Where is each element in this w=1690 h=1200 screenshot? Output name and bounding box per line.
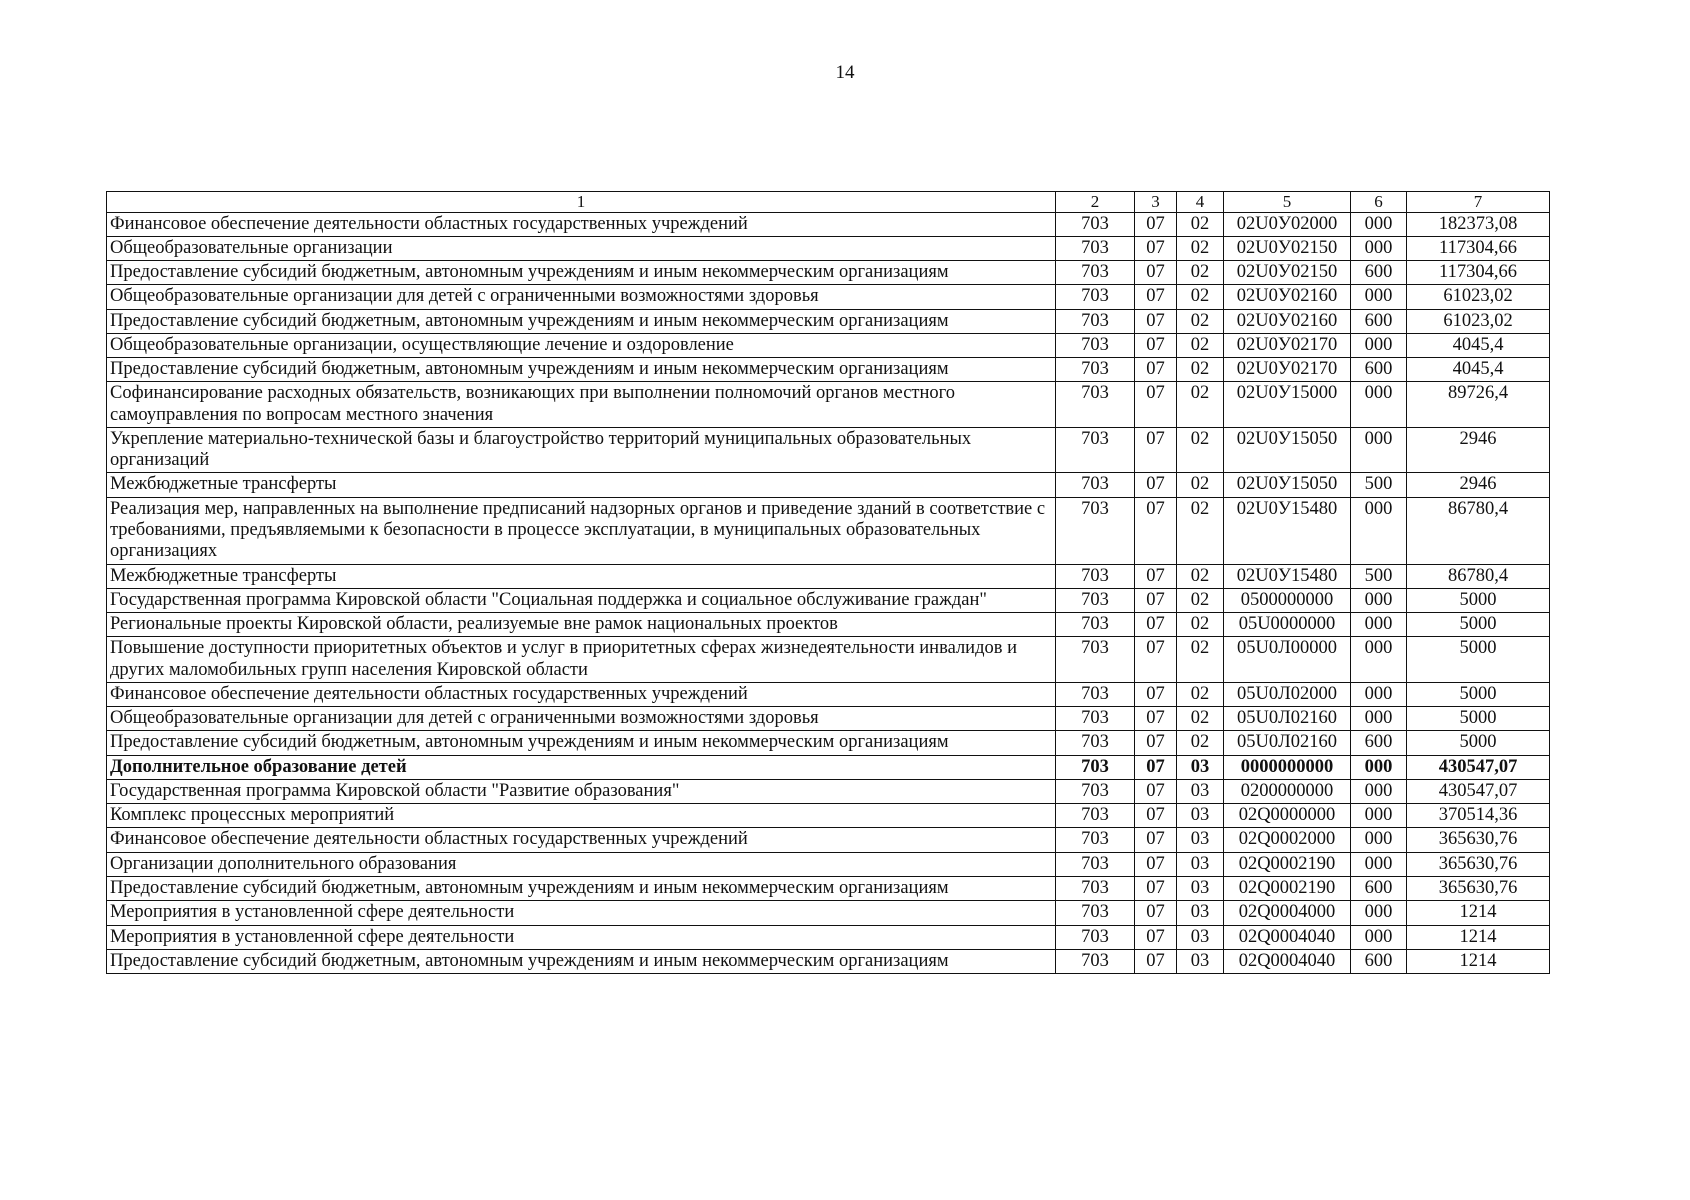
amount-cell: 430547,07	[1407, 755, 1550, 779]
amount-cell: 1214	[1407, 949, 1550, 973]
expense-type-cell: 000	[1351, 852, 1407, 876]
expense-type-cell: 600	[1351, 876, 1407, 900]
row-name-cell: Дополнительное образование детей	[107, 755, 1056, 779]
table-row	[107, 852, 1550, 876]
amount-cell: 5000	[1407, 613, 1550, 637]
target-article-cell: 02Q0004040	[1224, 949, 1351, 973]
row-name-cell: Межбюджетные трансферты	[107, 564, 1056, 588]
target-article-cell: 02U0У02150	[1224, 261, 1351, 285]
code-cell: 703	[1056, 261, 1135, 285]
subsection-cell: 02	[1177, 564, 1224, 588]
row-name-cell: Общеобразовательные организации для детей с ограниченными возможностями здоровья	[107, 707, 1056, 731]
section-cell: 07	[1135, 261, 1177, 285]
expense-type-cell: 000	[1351, 901, 1407, 925]
section-cell: 07	[1135, 309, 1177, 333]
row-name-cell: Мероприятия в установленной сфере деятельности	[107, 901, 1056, 925]
target-article-cell: 05U0Л02000	[1224, 682, 1351, 706]
table-row	[107, 497, 1550, 564]
subsection-cell: 02	[1177, 613, 1224, 637]
code-cell: 703	[1056, 382, 1135, 428]
target-article-cell: 02Q0004000	[1224, 901, 1351, 925]
amount-cell: 5000	[1407, 637, 1550, 683]
row-name-cell: Межбюджетные трансферты	[107, 473, 1056, 497]
section-cell: 07	[1135, 427, 1177, 473]
table-row	[107, 682, 1550, 706]
code-cell: 703	[1056, 755, 1135, 779]
subsection-cell: 03	[1177, 755, 1224, 779]
table-row	[107, 637, 1550, 683]
expense-type-cell: 000	[1351, 637, 1407, 683]
amount-cell: 370514,36	[1407, 804, 1550, 828]
subsection-cell: 02	[1177, 382, 1224, 428]
table-row	[107, 779, 1550, 803]
column-header: 4	[1177, 192, 1224, 213]
section-cell: 07	[1135, 779, 1177, 803]
row-name-cell: Государственная программа Кировской области "Социальная поддержка и социальное обслуживание граждан"	[107, 588, 1056, 612]
target-article-cell: 02U0У15480	[1224, 497, 1351, 564]
expense-type-cell: 000	[1351, 682, 1407, 706]
section-cell: 07	[1135, 852, 1177, 876]
subsection-cell: 02	[1177, 427, 1224, 473]
column-header: 3	[1135, 192, 1177, 213]
amount-cell: 5000	[1407, 588, 1550, 612]
table-row	[107, 382, 1550, 428]
row-name-cell: Финансовое обеспечение деятельности областных государственных учреждений	[107, 212, 1056, 236]
row-name-cell: Софинансирование расходных обязательств, возникающих при выполнении полномочий органов местного самоуправления по вопросам местного значения	[107, 382, 1056, 428]
target-article-cell: 02U0У02160	[1224, 309, 1351, 333]
table-row	[107, 427, 1550, 473]
expense-type-cell: 000	[1351, 707, 1407, 731]
row-name-cell: Реализация мер, направленных на выполнение предписаний надзорных органов и приведение зданий в соответствие с требованиями, предъявляемыми к безопасности в процессе эксплуатации, в муниципальных образовательных организациях	[107, 497, 1056, 564]
section-cell: 07	[1135, 755, 1177, 779]
expense-type-cell: 000	[1351, 382, 1407, 428]
subsection-cell: 02	[1177, 682, 1224, 706]
subsection-cell: 02	[1177, 212, 1224, 236]
table-row	[107, 588, 1550, 612]
expense-type-cell: 000	[1351, 497, 1407, 564]
section-cell: 07	[1135, 804, 1177, 828]
section-cell: 07	[1135, 901, 1177, 925]
row-name-cell: Комплекс процессных мероприятий	[107, 804, 1056, 828]
subsection-cell: 03	[1177, 828, 1224, 852]
table-row	[107, 212, 1550, 236]
expense-type-cell: 600	[1351, 261, 1407, 285]
target-article-cell: 02U0У02170	[1224, 333, 1351, 357]
row-name-cell: Предоставление субсидий бюджетным, автономным учреждениям и иным некоммерческим организациям	[107, 358, 1056, 382]
expense-type-cell: 000	[1351, 236, 1407, 260]
section-cell: 07	[1135, 637, 1177, 683]
amount-cell: 182373,08	[1407, 212, 1550, 236]
section-cell: 07	[1135, 564, 1177, 588]
code-cell: 703	[1056, 212, 1135, 236]
subsection-cell: 03	[1177, 925, 1224, 949]
amount-cell: 365630,76	[1407, 852, 1550, 876]
row-name-cell: Укрепление материально-технической базы и благоустройство территорий муниципальных образовательных организаций	[107, 427, 1056, 473]
table-row	[107, 901, 1550, 925]
table-header-row	[107, 192, 1550, 213]
amount-cell: 86780,4	[1407, 564, 1550, 588]
expense-type-cell: 000	[1351, 333, 1407, 357]
amount-cell: 4045,4	[1407, 358, 1550, 382]
row-name-cell: Предоставление субсидий бюджетным, автономным учреждениям и иным некоммерческим организациям	[107, 309, 1056, 333]
target-article-cell: 02U0У15000	[1224, 382, 1351, 428]
table-row	[107, 333, 1550, 357]
section-cell: 07	[1135, 358, 1177, 382]
expense-type-cell: 000	[1351, 925, 1407, 949]
row-name-cell: Региональные проекты Кировской области, реализуемые вне рамок национальных проектов	[107, 613, 1056, 637]
row-name-cell: Предоставление субсидий бюджетным, автономным учреждениям и иным некоммерческим организациям	[107, 731, 1056, 755]
section-cell: 07	[1135, 682, 1177, 706]
column-header: 2	[1056, 192, 1135, 213]
target-article-cell: 02Q0002190	[1224, 876, 1351, 900]
subsection-cell: 02	[1177, 637, 1224, 683]
section-cell: 07	[1135, 382, 1177, 428]
subsection-cell: 02	[1177, 285, 1224, 309]
code-cell: 703	[1056, 707, 1135, 731]
code-cell: 703	[1056, 588, 1135, 612]
expense-type-cell: 600	[1351, 309, 1407, 333]
row-name-cell: Государственная программа Кировской области "Развитие образования"	[107, 779, 1056, 803]
expense-type-cell: 000	[1351, 588, 1407, 612]
target-article-cell: 02Q0004040	[1224, 925, 1351, 949]
target-article-cell: 02U0У02000	[1224, 212, 1351, 236]
table-row	[107, 473, 1550, 497]
amount-cell: 365630,76	[1407, 876, 1550, 900]
code-cell: 703	[1056, 876, 1135, 900]
row-name-cell: Предоставление субсидий бюджетным, автономным учреждениям и иным некоммерческим организациям	[107, 949, 1056, 973]
target-article-cell: 0200000000	[1224, 779, 1351, 803]
subsection-cell: 03	[1177, 852, 1224, 876]
section-cell: 07	[1135, 613, 1177, 637]
row-name-cell: Организации дополнительного образования	[107, 852, 1056, 876]
target-article-cell: 0000000000	[1224, 755, 1351, 779]
section-cell: 07	[1135, 333, 1177, 357]
amount-cell: 117304,66	[1407, 236, 1550, 260]
table-row	[107, 236, 1550, 260]
target-article-cell: 02U0У15050	[1224, 473, 1351, 497]
section-cell: 07	[1135, 828, 1177, 852]
row-name-cell: Финансовое обеспечение деятельности областных государственных учреждений	[107, 682, 1056, 706]
table-body	[107, 212, 1550, 974]
target-article-cell: 05U0Л02160	[1224, 707, 1351, 731]
expense-type-cell: 600	[1351, 731, 1407, 755]
section-cell: 07	[1135, 925, 1177, 949]
section-cell: 07	[1135, 588, 1177, 612]
row-name-cell: Общеобразовательные организации, осуществляющие лечение и оздоровление	[107, 333, 1056, 357]
target-article-cell: 02U0У02160	[1224, 285, 1351, 309]
row-name-cell: Мероприятия в установленной сфере деятельности	[107, 925, 1056, 949]
table-row	[107, 707, 1550, 731]
target-article-cell: 0500000000	[1224, 588, 1351, 612]
subsection-cell: 03	[1177, 876, 1224, 900]
subsection-cell: 03	[1177, 779, 1224, 803]
section-cell: 07	[1135, 949, 1177, 973]
expense-type-cell: 500	[1351, 564, 1407, 588]
target-article-cell: 02Q0002190	[1224, 852, 1351, 876]
amount-cell: 5000	[1407, 707, 1550, 731]
code-cell: 703	[1056, 613, 1135, 637]
expense-type-cell: 000	[1351, 804, 1407, 828]
expense-type-cell: 000	[1351, 212, 1407, 236]
amount-cell: 61023,02	[1407, 285, 1550, 309]
subsection-cell: 02	[1177, 497, 1224, 564]
page-number: 14	[835, 62, 855, 83]
code-cell: 703	[1056, 804, 1135, 828]
section-cell: 07	[1135, 731, 1177, 755]
section-cell: 07	[1135, 876, 1177, 900]
expense-type-cell: 000	[1351, 285, 1407, 309]
table-row	[107, 755, 1550, 779]
subsection-cell: 02	[1177, 333, 1224, 357]
code-cell: 703	[1056, 358, 1135, 382]
target-article-cell: 05U0Л02160	[1224, 731, 1351, 755]
amount-cell: 5000	[1407, 731, 1550, 755]
amount-cell: 89726,4	[1407, 382, 1550, 428]
section-cell: 07	[1135, 236, 1177, 260]
subsection-cell: 02	[1177, 707, 1224, 731]
code-cell: 703	[1056, 285, 1135, 309]
target-article-cell: 02U0У15480	[1224, 564, 1351, 588]
amount-cell: 61023,02	[1407, 309, 1550, 333]
code-cell: 703	[1056, 682, 1135, 706]
row-name-cell: Повышение доступности приоритетных объектов и услуг в приоритетных сферах жизнедеятельности инвалидов и других маломобильных групп населения Кировской области	[107, 637, 1056, 683]
code-cell: 703	[1056, 779, 1135, 803]
subsection-cell: 02	[1177, 731, 1224, 755]
table-row	[107, 358, 1550, 382]
section-cell: 07	[1135, 707, 1177, 731]
table-row	[107, 261, 1550, 285]
code-cell: 703	[1056, 731, 1135, 755]
amount-cell: 86780,4	[1407, 497, 1550, 564]
subsection-cell: 02	[1177, 236, 1224, 260]
code-cell: 703	[1056, 949, 1135, 973]
expense-type-cell: 500	[1351, 473, 1407, 497]
code-cell: 703	[1056, 497, 1135, 564]
table-row	[107, 925, 1550, 949]
row-name-cell: Общеобразовательные организации	[107, 236, 1056, 260]
table-row	[107, 731, 1550, 755]
subsection-cell: 03	[1177, 901, 1224, 925]
expense-type-cell: 600	[1351, 949, 1407, 973]
amount-cell: 1214	[1407, 925, 1550, 949]
amount-cell: 365630,76	[1407, 828, 1550, 852]
table-row	[107, 949, 1550, 973]
expense-type-cell: 000	[1351, 779, 1407, 803]
table-row	[107, 876, 1550, 900]
amount-cell: 2946	[1407, 427, 1550, 473]
code-cell: 703	[1056, 309, 1135, 333]
amount-cell: 5000	[1407, 682, 1550, 706]
section-cell: 07	[1135, 212, 1177, 236]
subsection-cell: 02	[1177, 309, 1224, 333]
table-row	[107, 309, 1550, 333]
code-cell: 703	[1056, 473, 1135, 497]
amount-cell: 4045,4	[1407, 333, 1550, 357]
row-name-cell: Общеобразовательные организации для детей с ограниченными возможностями здоровья	[107, 285, 1056, 309]
expense-type-cell: 000	[1351, 427, 1407, 473]
code-cell: 703	[1056, 427, 1135, 473]
subsection-cell: 02	[1177, 261, 1224, 285]
code-cell: 703	[1056, 901, 1135, 925]
code-cell: 703	[1056, 637, 1135, 683]
table-row	[107, 285, 1550, 309]
target-article-cell: 02Q0002000	[1224, 828, 1351, 852]
table-row	[107, 564, 1550, 588]
code-cell: 703	[1056, 828, 1135, 852]
table-row	[107, 804, 1550, 828]
subsection-cell: 03	[1177, 949, 1224, 973]
row-name-cell: Предоставление субсидий бюджетным, автономным учреждениям и иным некоммерческим организациям	[107, 261, 1056, 285]
table-row	[107, 828, 1550, 852]
column-header: 7	[1407, 192, 1550, 213]
table-row	[107, 613, 1550, 637]
target-article-cell: 02U0У02170	[1224, 358, 1351, 382]
amount-cell: 117304,66	[1407, 261, 1550, 285]
target-article-cell: 02U0У02150	[1224, 236, 1351, 260]
expense-type-cell: 600	[1351, 358, 1407, 382]
amount-cell: 430547,07	[1407, 779, 1550, 803]
code-cell: 703	[1056, 333, 1135, 357]
section-cell: 07	[1135, 473, 1177, 497]
column-header: 1	[107, 192, 1056, 213]
target-article-cell: 02U0У15050	[1224, 427, 1351, 473]
target-article-cell: 02Q0000000	[1224, 804, 1351, 828]
subsection-cell: 02	[1177, 588, 1224, 612]
row-name-cell: Финансовое обеспечение деятельности областных государственных учреждений	[107, 828, 1056, 852]
expense-type-cell: 000	[1351, 755, 1407, 779]
code-cell: 703	[1056, 852, 1135, 876]
expense-type-cell: 000	[1351, 828, 1407, 852]
row-name-cell: Предоставление субсидий бюджетным, автономным учреждениям и иным некоммерческим организациям	[107, 876, 1056, 900]
budget-table	[106, 191, 1550, 974]
code-cell: 703	[1056, 564, 1135, 588]
code-cell: 703	[1056, 925, 1135, 949]
target-article-cell: 05U0000000	[1224, 613, 1351, 637]
subsection-cell: 03	[1177, 804, 1224, 828]
amount-cell: 2946	[1407, 473, 1550, 497]
column-header: 6	[1351, 192, 1407, 213]
target-article-cell: 05U0Л00000	[1224, 637, 1351, 683]
expense-type-cell: 000	[1351, 613, 1407, 637]
code-cell: 703	[1056, 236, 1135, 260]
amount-cell: 1214	[1407, 901, 1550, 925]
subsection-cell: 02	[1177, 358, 1224, 382]
section-cell: 07	[1135, 497, 1177, 564]
section-cell: 07	[1135, 285, 1177, 309]
column-header: 5	[1224, 192, 1351, 213]
subsection-cell: 02	[1177, 473, 1224, 497]
